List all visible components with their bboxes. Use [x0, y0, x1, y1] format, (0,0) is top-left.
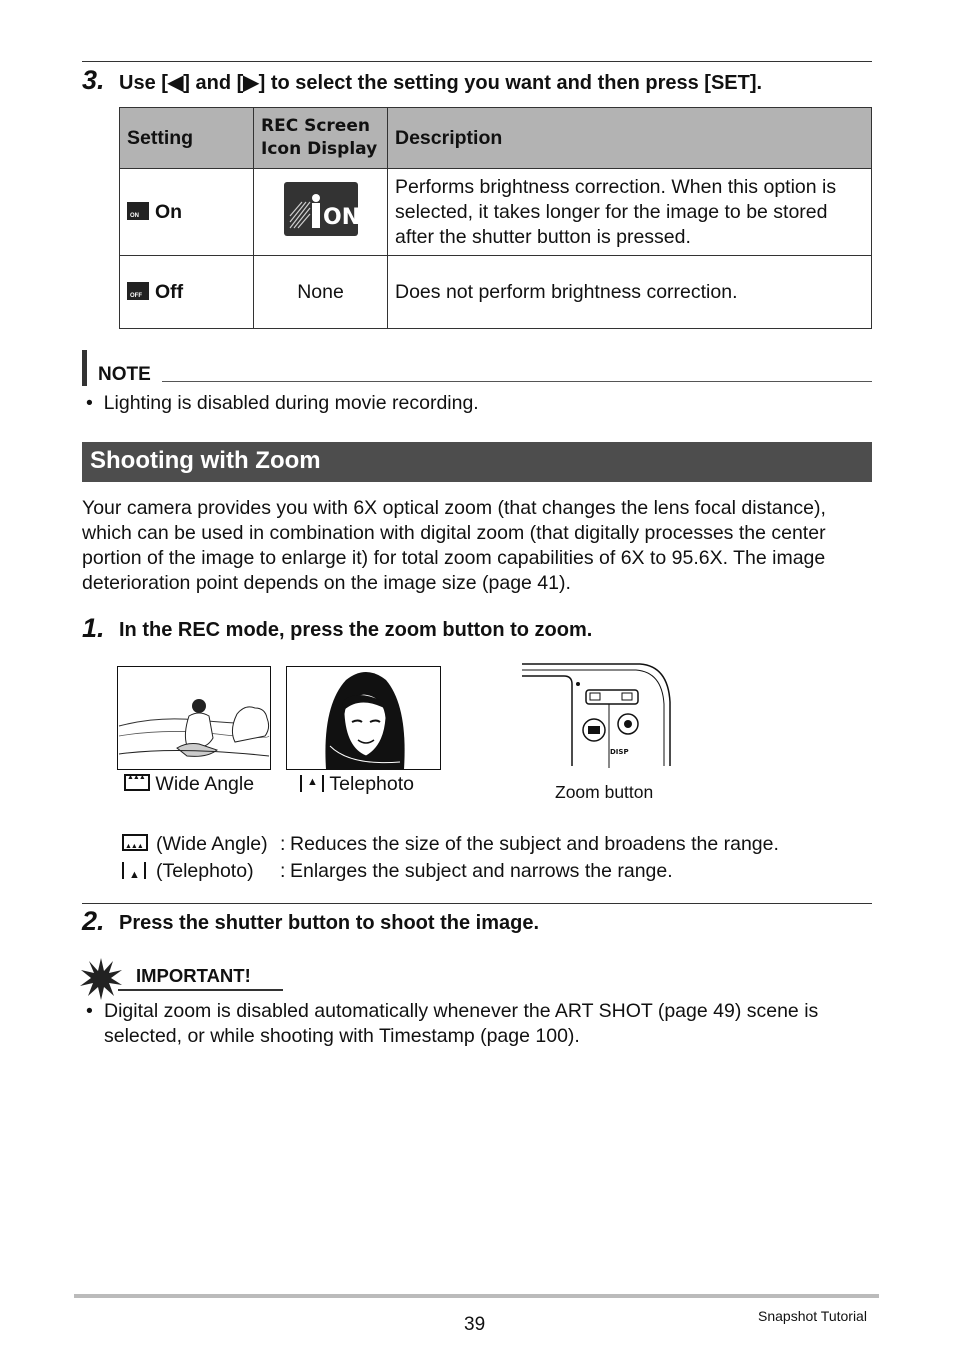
- telephoto-desc-row: ▲ (Telephoto) : Enlarges the subject and narrows the range.: [122, 859, 146, 884]
- telephoto-icon: [122, 862, 146, 879]
- telephoto-icon: [300, 775, 324, 792]
- note-label: NOTE: [98, 364, 151, 385]
- lighting-off-icon: OFF: [127, 282, 149, 300]
- wide-angle-icon: [124, 774, 150, 791]
- section-title: Shooting with Zoom: [90, 447, 321, 474]
- note-rule: [162, 381, 872, 382]
- note-item: • Lighting is disabled during movie recording.: [86, 392, 479, 414]
- zoom-button-caption: Zoom button: [555, 782, 654, 802]
- step-3-number: 3.: [82, 65, 105, 95]
- footer-section: Snapshot Tutorial: [758, 1308, 867, 1324]
- page-number: 39: [464, 1314, 486, 1335]
- description-on: Performs brightness correction. When this option is selected, it takes longer for the image to be stored after the shutter button is pressed.: [388, 169, 872, 256]
- header-description: Description: [388, 108, 872, 169]
- step-3-text: Use [◀] and [▶] to select the setting you want and then press [SET].: [119, 72, 763, 94]
- lighting-on-icon: ON: [127, 202, 149, 220]
- header-rec-line1: REC Screen: [261, 116, 370, 136]
- setting-off-cell: [120, 256, 254, 329]
- table-row: [120, 169, 872, 256]
- rec-icon-cell: [254, 169, 388, 256]
- telephoto-caption: ▲ Telephoto: [300, 773, 414, 796]
- section-heading-bar: [82, 442, 872, 482]
- intro-paragraph: Your camera provides you with 6X optical zoom (that changes the lens focal distance), which can be used in combination with digital zoom (that digitally processes the center portion of the image to enlarge it) for total zoom capabilities of 6X to 95.6X. The image deterioration point depends on the image size (page 41).: [82, 497, 826, 594]
- lighting-on-screen-icon: [284, 182, 358, 236]
- step-1-text: In the REC mode, press the zoom button to zoom.: [119, 619, 593, 641]
- table-header-row: [120, 108, 872, 169]
- important-burst-icon: [80, 958, 122, 1000]
- table-row: [120, 256, 872, 329]
- step-2-text: Press the shutter button to shoot the image.: [119, 912, 540, 934]
- top-rule: [82, 61, 872, 62]
- disp-label: DISP: [610, 748, 629, 756]
- setting-on-label: On: [155, 200, 183, 223]
- setting-on-cell: [120, 169, 254, 256]
- header-rec-screen: [254, 108, 388, 169]
- header-setting: Setting: [120, 108, 254, 169]
- step-2-rule: [82, 903, 872, 904]
- footer-rule: [74, 1294, 879, 1298]
- svg-text:ON: ON: [322, 205, 358, 230]
- header-rec-line2: Icon Display: [261, 139, 378, 159]
- step-1-number: 1.: [82, 613, 105, 643]
- wide-angle-illustration: [117, 666, 271, 770]
- important-rule: [118, 989, 283, 991]
- important-label: IMPORTANT!: [136, 965, 251, 986]
- note-bar: [82, 350, 87, 386]
- step-2-number: 2.: [82, 906, 105, 936]
- camera-back-illustration: [520, 662, 672, 768]
- wide-angle-desc-row: ▲▲▲ (Wide Angle) : Reduces the size of the subject and broadens the range.: [122, 832, 148, 857]
- rec-none-cell: None: [254, 256, 388, 329]
- telephoto-illustration: [286, 666, 441, 770]
- setting-off-label: Off: [155, 280, 184, 303]
- description-off: Does not perform brightness correction.: [388, 256, 872, 329]
- wide-angle-caption: ▲▲▲ Wide Angle: [124, 773, 254, 796]
- important-item: • Digital zoom is disabled automatically whenever the ART SHOT (page 49) scene is selected, or while shooting with Timestamp (page 100).: [86, 1000, 819, 1047]
- wide-angle-icon: [122, 834, 148, 851]
- setting-table: [119, 107, 872, 329]
